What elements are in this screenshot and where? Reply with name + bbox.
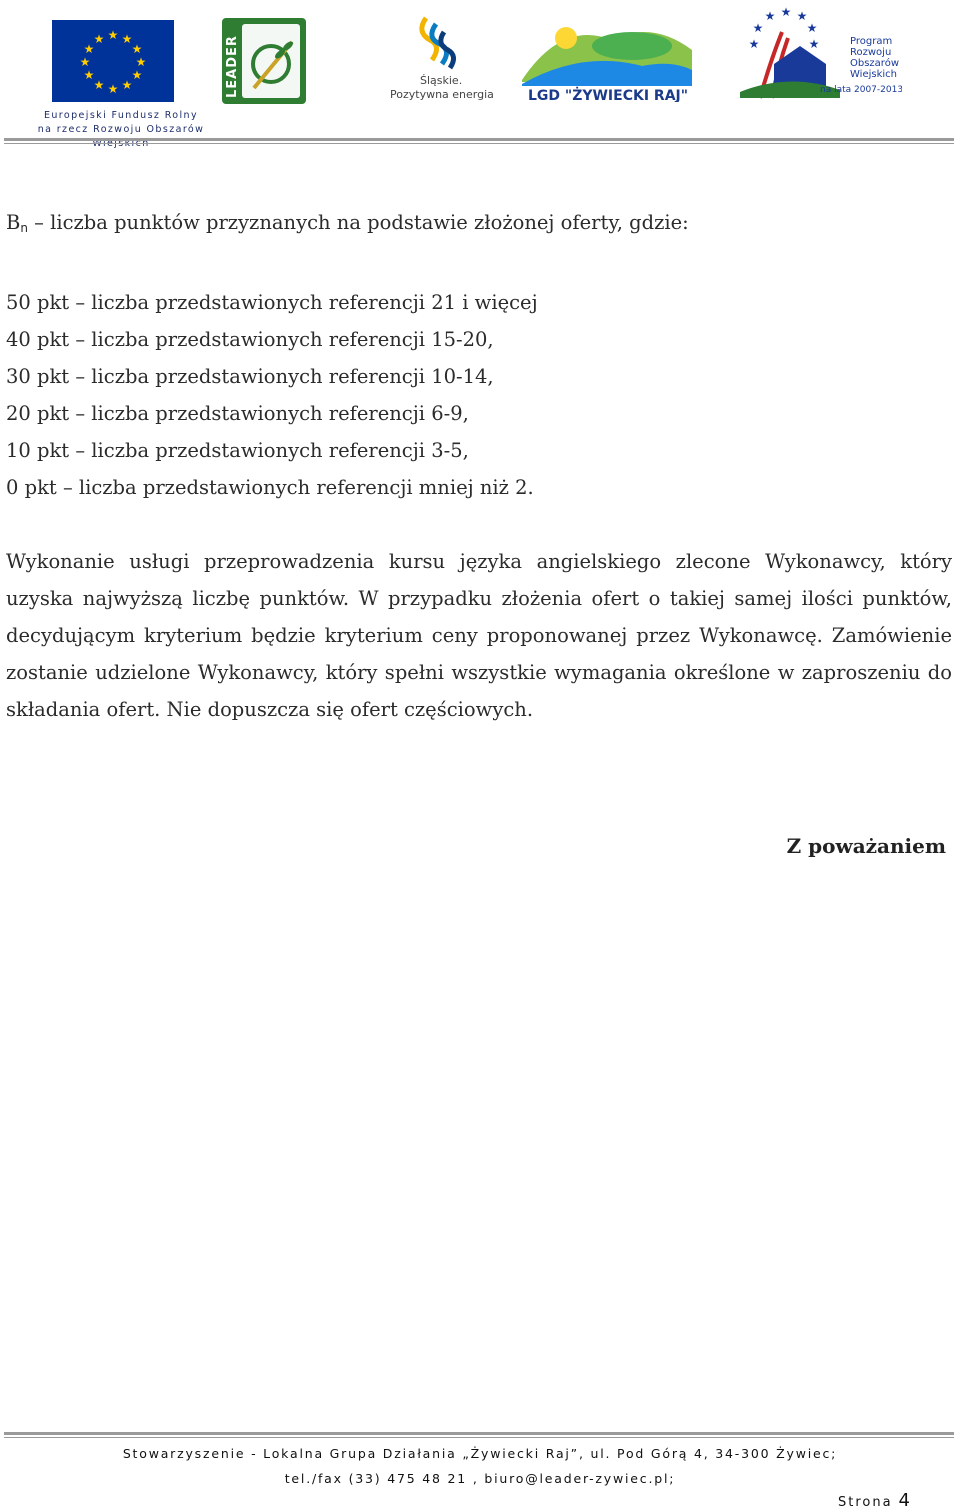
leader-logo	[222, 18, 306, 104]
page-number-value: 4	[898, 1490, 910, 1511]
svg-text:★: ★	[780, 5, 792, 19]
eu-flag-logo	[52, 20, 174, 102]
svg-text:★: ★	[806, 21, 818, 35]
lgd-zywiecki-raj-logo	[522, 10, 692, 102]
list-item: 0 pkt – liczba przedstawionych referencji mniej niż 2.	[6, 476, 534, 499]
svg-text:★: ★	[131, 42, 143, 56]
scoring-list	[6, 284, 952, 506]
svg-text:★: ★	[83, 42, 95, 56]
prow-line-2: Rozwoju	[850, 47, 892, 58]
list-item: 20 pkt – liczba przedstawionych referencji 6-9,	[6, 402, 469, 425]
prow-logo	[730, 2, 902, 102]
svg-text:★: ★	[808, 37, 820, 51]
svg-text:★: ★	[93, 78, 105, 92]
svg-text:★: ★	[752, 21, 764, 35]
prow-line-3: Obszarów	[850, 58, 899, 69]
intro-symbol: B	[6, 211, 21, 234]
signature-closing: Z poważaniem	[786, 834, 946, 858]
svg-text:★: ★	[121, 78, 133, 92]
svg-text:★: ★	[796, 9, 808, 23]
svg-text:★: ★	[79, 55, 91, 69]
letterhead	[0, 0, 960, 149]
slaskie-line-1: Śląskie.	[420, 74, 463, 87]
eu-caption-line-2: na rzecz Rozwoju Obszarów Wiejskich	[37, 124, 205, 149]
prow-years: na lata 2007-2013	[820, 85, 902, 95]
svg-text:★: ★	[764, 9, 776, 23]
list-item: 40 pkt – liczba przedstawionych referencji 15-20,	[6, 328, 494, 351]
list-item: 10 pkt – liczba przedstawionych referencji 3-5,	[6, 439, 469, 462]
svg-text:★: ★	[748, 37, 760, 51]
svg-text:★: ★	[93, 32, 105, 46]
footer-address: Stowarzyszenie - Lokalna Grupa Działania „Żywiecki Raj”, ul. Pod Górą 4, 34-300 Żywiec;	[122, 1446, 838, 1461]
header-divider	[4, 138, 954, 144]
leader-logo-text: LEADER	[225, 35, 240, 98]
footer-contact: tel./fax (33) 475 48 21 , biuro@leader-zywiec.pl;	[284, 1471, 676, 1486]
prow-line-1: Program	[850, 36, 893, 47]
page-label: Strona	[837, 1495, 893, 1510]
svg-text:★: ★	[121, 32, 133, 46]
eu-caption-line-1: Europejski Fundusz Rolny	[43, 110, 199, 121]
scoring-intro	[6, 204, 952, 247]
intro-text: – liczba punktów przyznanych na podstawie złożonej oferty, gdzie:	[27, 211, 689, 234]
award-paragraph: Wykonanie usługi przeprowadzenia kursu języka angielskiego zlecone Wykonawcy, który uzyska najwyższą liczbę punktów. W przypadku złożenia ofert o takiej samej ilości punktów, decydującym kryterium będzie kryterium ceny proponowanej przez Wykonawcę. Zamówienie zostanie udzielone Wykonawcy, który spełni wszystkie wymagania określone w zaproszeniu do składania ofert. Nie dopuszcza się ofert częściowych.	[6, 550, 952, 721]
eu-fund-caption	[21, 109, 221, 151]
intro-subscript: n	[20, 221, 28, 235]
svg-text:★: ★	[107, 28, 119, 42]
eu-stars-icon	[52, 20, 174, 102]
document-body	[6, 204, 952, 728]
svg-text:★: ★	[107, 82, 119, 96]
svg-text:★: ★	[135, 55, 147, 69]
page-number	[838, 1490, 910, 1511]
list-item: 50 pkt – liczba przedstawionych referencji 21 i więcej	[6, 291, 538, 314]
list-item: 30 pkt – liczba przedstawionych referencji 10-14,	[6, 365, 494, 388]
prow-line-4: Wiejskich	[850, 69, 897, 80]
svg-text:★: ★	[83, 68, 95, 82]
svg-text:★: ★	[131, 68, 143, 82]
footer-divider	[4, 1432, 954, 1438]
slaskie-line-2: Pozytywna energia	[390, 88, 494, 101]
slaskie-logo	[386, 10, 496, 102]
lgd-logo-text: LGD "ŻYWIECKI RAJ"	[528, 88, 689, 102]
